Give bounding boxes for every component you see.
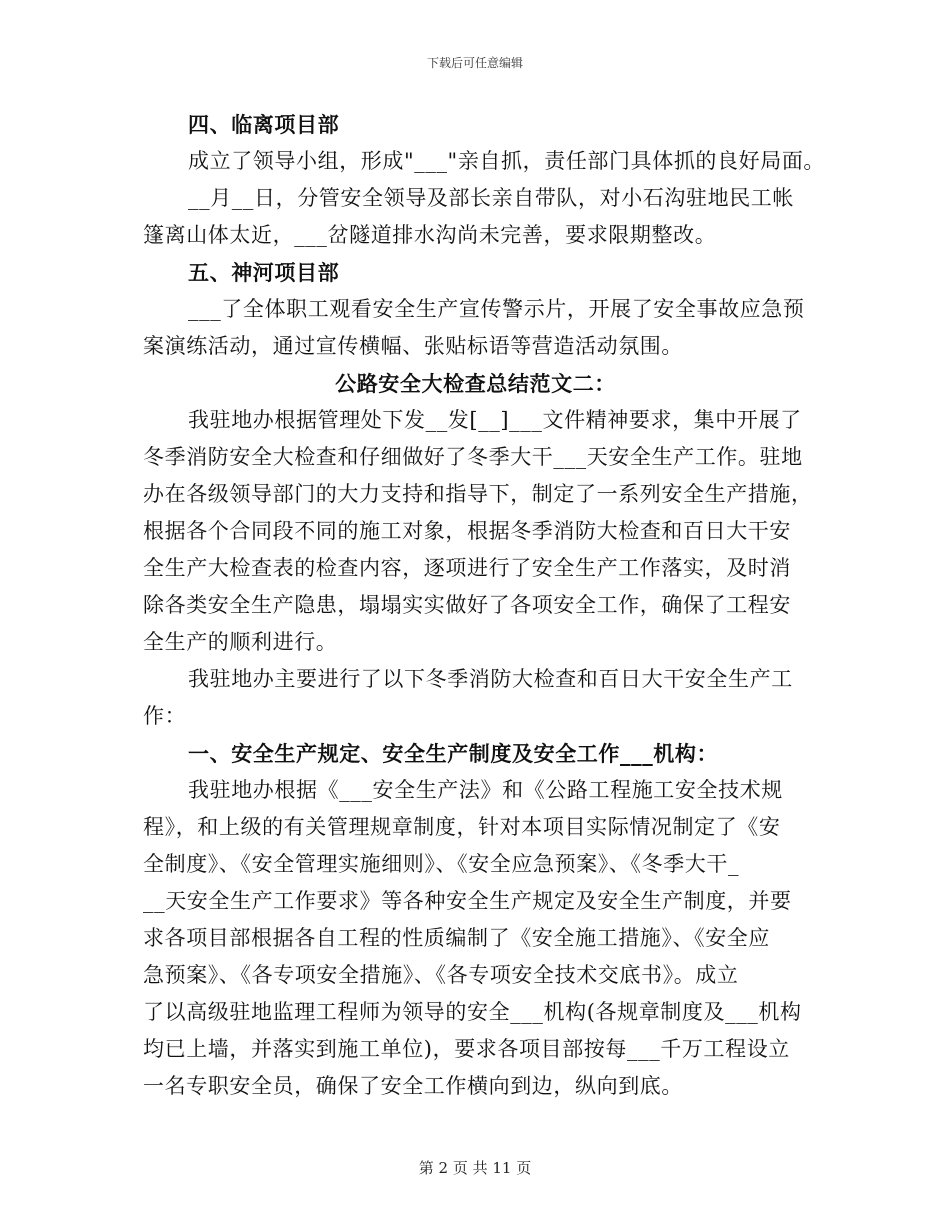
text-line: 均已上墙，并落实到施工单位)，要求各项目部按每___千万工程设立	[143, 1037, 790, 1061]
document-body	[143, 106, 826, 1105]
text-line: 根据各个合同段不同的施工对象，根据冬季消防大检查和百日大干安	[143, 519, 791, 543]
text-line: 我驻地办根据《___安全生产法》和《公路工程施工安全技术规	[188, 778, 783, 802]
text-line: 求各项目部根据各自工程的性质编制了《安全施工措施》、《安全应	[143, 926, 770, 950]
text-line: 成立了领导小组，形成"___"亲自抓，责任部门具体抓的良好局面。	[188, 149, 826, 173]
text-line: 办在各级领导部门的大力支持和指导下，制定了一系列安全生产措施，	[143, 482, 813, 506]
section-heading: 五、神河项目部	[188, 260, 340, 285]
text-line: 我驻地办根据管理处下发__发[__]___文件精神要求，集中开展了	[188, 408, 802, 432]
section-heading: 四、临离项目部	[188, 112, 340, 137]
text-line: 一名专职安全员，确保了安全工作横向到边，纵向到底。	[143, 1074, 683, 1098]
text-line: 了以高级驻地监理工程师为领导的安全___机构(各规章制度及___机构	[143, 1000, 802, 1024]
page-footer: 第 2 页 共 11 页	[418, 1159, 532, 1177]
text-line: 急预案》、《各专项安全措施》、《各专项安全技术交底书》。成立	[143, 963, 739, 987]
text-line: 全制度》、《安全管理实施细则》、《安全应急预案》、《冬季大干_	[143, 852, 740, 876]
section-heading: 一、安全生产规定、安全生产制度及安全工作___机构：	[188, 741, 719, 766]
text-line: ___了全体职工观看安全生产宣传警示片，开展了安全事故应急预	[188, 297, 805, 321]
text-line: 除各类安全生产隐患，塌塌实实做好了各项安全工作，确保了工程安	[143, 593, 791, 617]
text-line: 程》，和上级的有关管理规章制度，针对本项目实际情况制定了《安	[143, 815, 781, 839]
text-line: 全生产大检查表的检查内容，逐项进行了安全生产工作落实，及时消	[143, 556, 791, 580]
text-line: __天安全生产工作要求》等各种安全生产规定及安全生产制度，并要	[143, 889, 792, 913]
text-line: 冬季消防安全大检查和仔细做好了冬季大干___天安全生产工作。驻地	[143, 445, 803, 469]
text-line: 作：	[143, 704, 187, 728]
page-header: 下载后可任意编辑	[426, 56, 523, 70]
section-title: 公路安全大检查总结范文二：	[335, 371, 616, 396]
text-line: 我驻地办主要进行了以下冬季消防大检查和百日大干安全生产工	[188, 667, 793, 691]
text-line: 全生产的顺利进行。	[143, 630, 338, 654]
text-line: __月__日，分管安全领导及部长亲自带队，对小石沟驻地民工帐	[188, 186, 794, 210]
text-line: 案演练活动，通过宣传横幅、张贴标语等营造活动氛围。	[143, 334, 683, 358]
text-line: 篷离山体太近，___岔隧道排水沟尚未完善，要求限期整改。	[143, 223, 717, 247]
